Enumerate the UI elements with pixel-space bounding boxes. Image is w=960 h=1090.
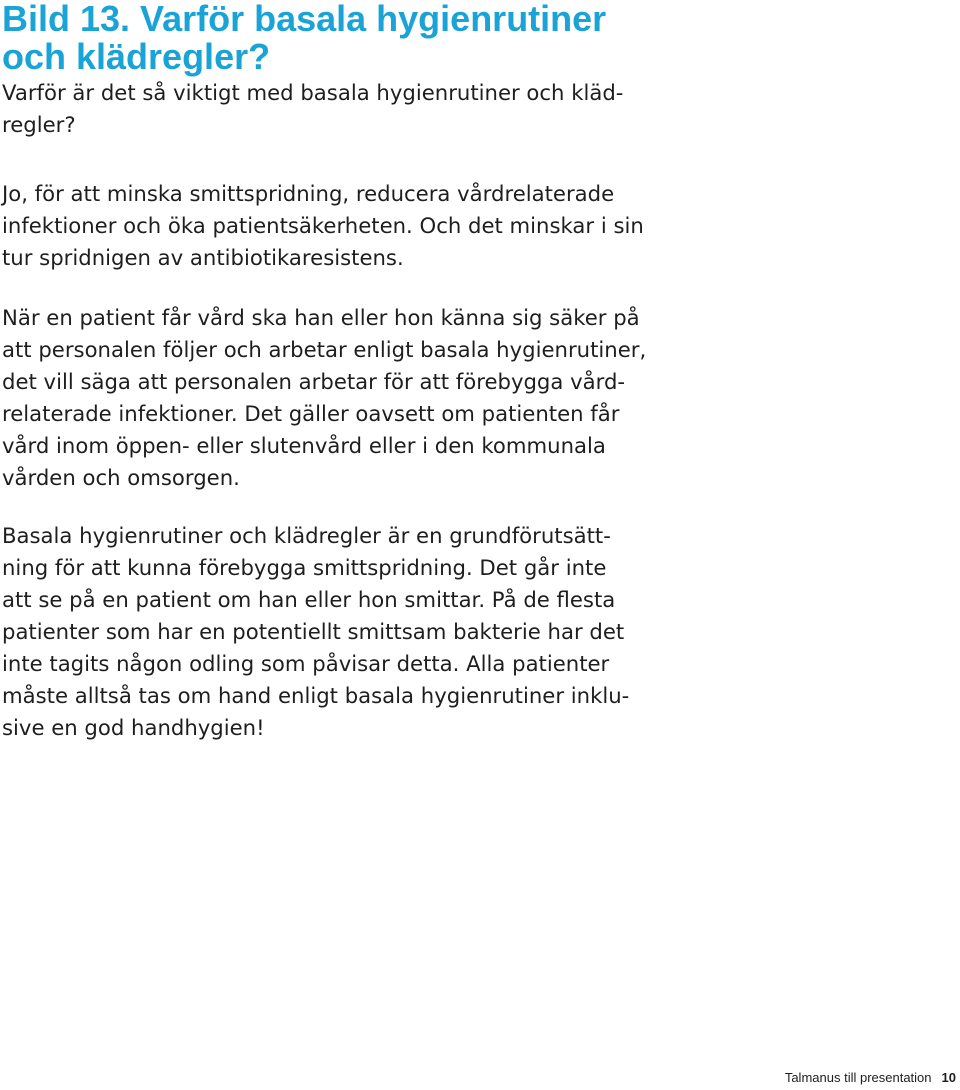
text-line: När en patient får vård ska han eller hon känna sig säker på bbox=[2, 305, 640, 330]
text-line: regler? bbox=[2, 112, 76, 137]
title-line: och klädregler? bbox=[2, 36, 271, 77]
text-line: ning för att kunna förebygga smittspridning. Det går inte bbox=[2, 555, 607, 580]
paragraph-basic-routines bbox=[2, 520, 629, 744]
page-number: 10 bbox=[941, 1070, 956, 1085]
paragraph-answer bbox=[2, 178, 644, 274]
page-footer bbox=[785, 1070, 956, 1086]
text-line: måste alltså tas om hand enligt basala hygienrutiner inklu- bbox=[2, 683, 630, 708]
text-line: att se på en patient om han eller hon smittar. På de flesta bbox=[2, 587, 616, 612]
text-line: patienter som har en potentiellt smittsam bakterie har det bbox=[2, 619, 625, 644]
text-line: att personalen följer och arbetar enligt basala hygienrutiner, bbox=[2, 337, 647, 362]
text-line: tur spridnigen av antibiotikaresistens. bbox=[2, 245, 404, 270]
text-line: Varför är det så viktigt med basala hygienrutiner och kläd- bbox=[2, 80, 624, 105]
text-line: det vill säga att personalen arbetar för att förebygga vård- bbox=[2, 369, 626, 394]
text-line: sive en god handhygien! bbox=[2, 715, 265, 740]
text-line: vården och omsorgen. bbox=[2, 465, 240, 490]
text-line: inte tagits någon odling som påvisar detta. Alla patienter bbox=[2, 651, 610, 676]
page-title bbox=[2, 0, 902, 76]
text-line: vård inom öppen- eller slutenvård eller i den kommunala bbox=[2, 433, 606, 458]
text-line: Basala hygienrutiner och klädregler är en grundförutsätt- bbox=[2, 523, 611, 548]
paragraph-patient-safety bbox=[2, 302, 646, 494]
text-line: Jo, för att minska smittspridning, reducera vårdrelaterade bbox=[2, 181, 615, 206]
title-line: Bild 13. Varför basala hygienrutiner bbox=[2, 0, 607, 39]
text-line: infektioner och öka patientsäkerheten. Och det minskar i sin bbox=[2, 213, 644, 238]
footer-label: Talmanus till presentation bbox=[784, 1070, 932, 1085]
text-line: relaterade infektioner. Det gäller oavsett om patienten får bbox=[2, 401, 620, 426]
paragraph-question bbox=[2, 77, 623, 141]
